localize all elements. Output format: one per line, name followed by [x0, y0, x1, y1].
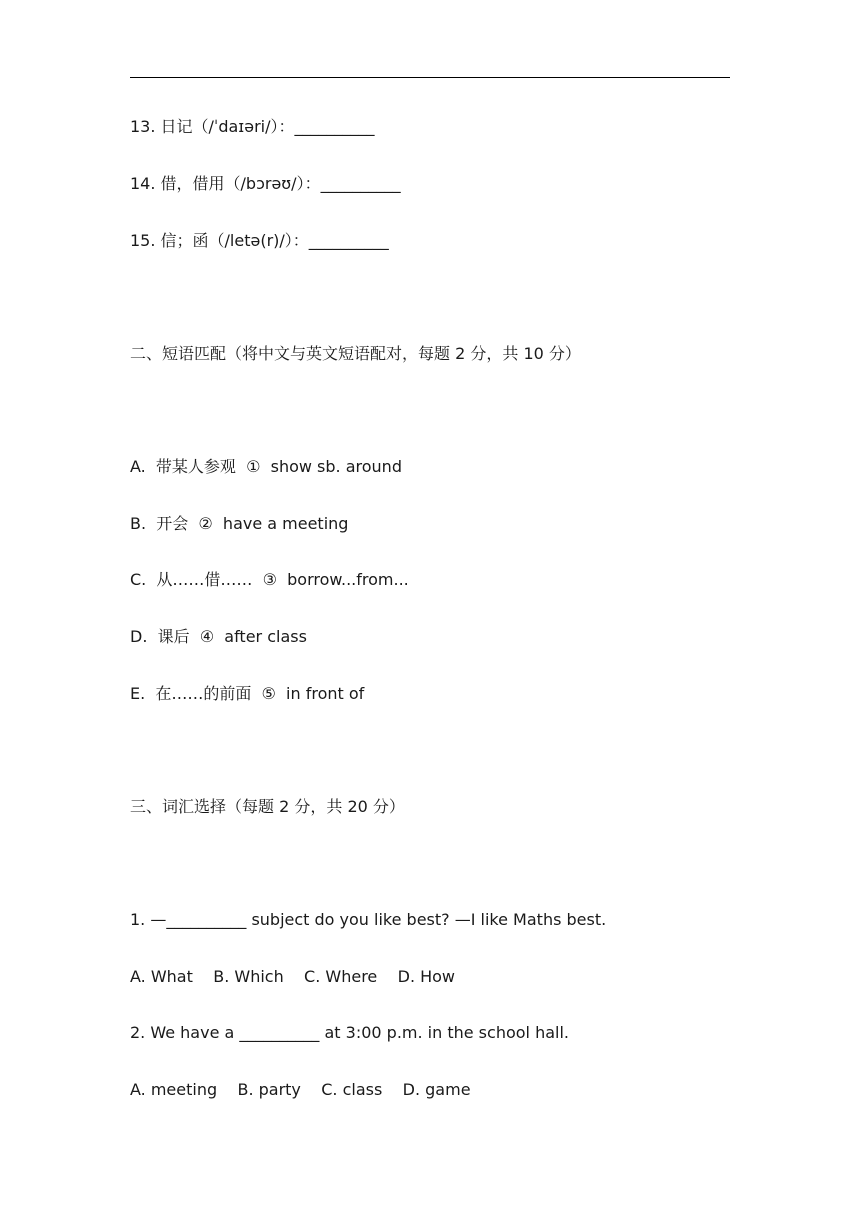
match-pair-b: B. 开会 ② have a meeting	[130, 514, 349, 533]
section2-heading: 二、短语匹配（将中文与英文短语配对，每题 2 分，共 10 分）	[130, 344, 581, 363]
question-2-stem: 2. We have a __________ at 3:00 p.m. in the school hall.	[130, 1023, 569, 1042]
vocab-item-13: 13. 日记（/ˈdaɪəri/）：__________	[130, 117, 375, 136]
header-rule	[130, 77, 730, 78]
section3-heading: 三、词汇选择（每题 2 分，共 20 分）	[130, 797, 405, 816]
vocab-item-15: 15. 信；函（/letə(r)/）：__________	[130, 231, 389, 250]
match-pair-d: D. 课后 ④ after class	[130, 627, 307, 646]
match-pair-a: A. 带某人参观 ① show sb. around	[130, 457, 402, 476]
question-2-options: A. meeting B. party C. class D. game	[130, 1080, 471, 1099]
match-pair-c: C. 从……借…… ③ borrow...from...	[130, 570, 409, 589]
question-1-stem: 1. —__________ subject do you like best? —I like Maths best.	[130, 910, 607, 929]
match-pair-e: E. 在……的前面 ⑤ in front of	[130, 684, 365, 703]
question-1-options: A. What B. Which C. Where D. How	[130, 967, 456, 986]
vocab-item-14: 14. 借，借用（/bɔrəʊ/）：__________	[130, 174, 401, 193]
